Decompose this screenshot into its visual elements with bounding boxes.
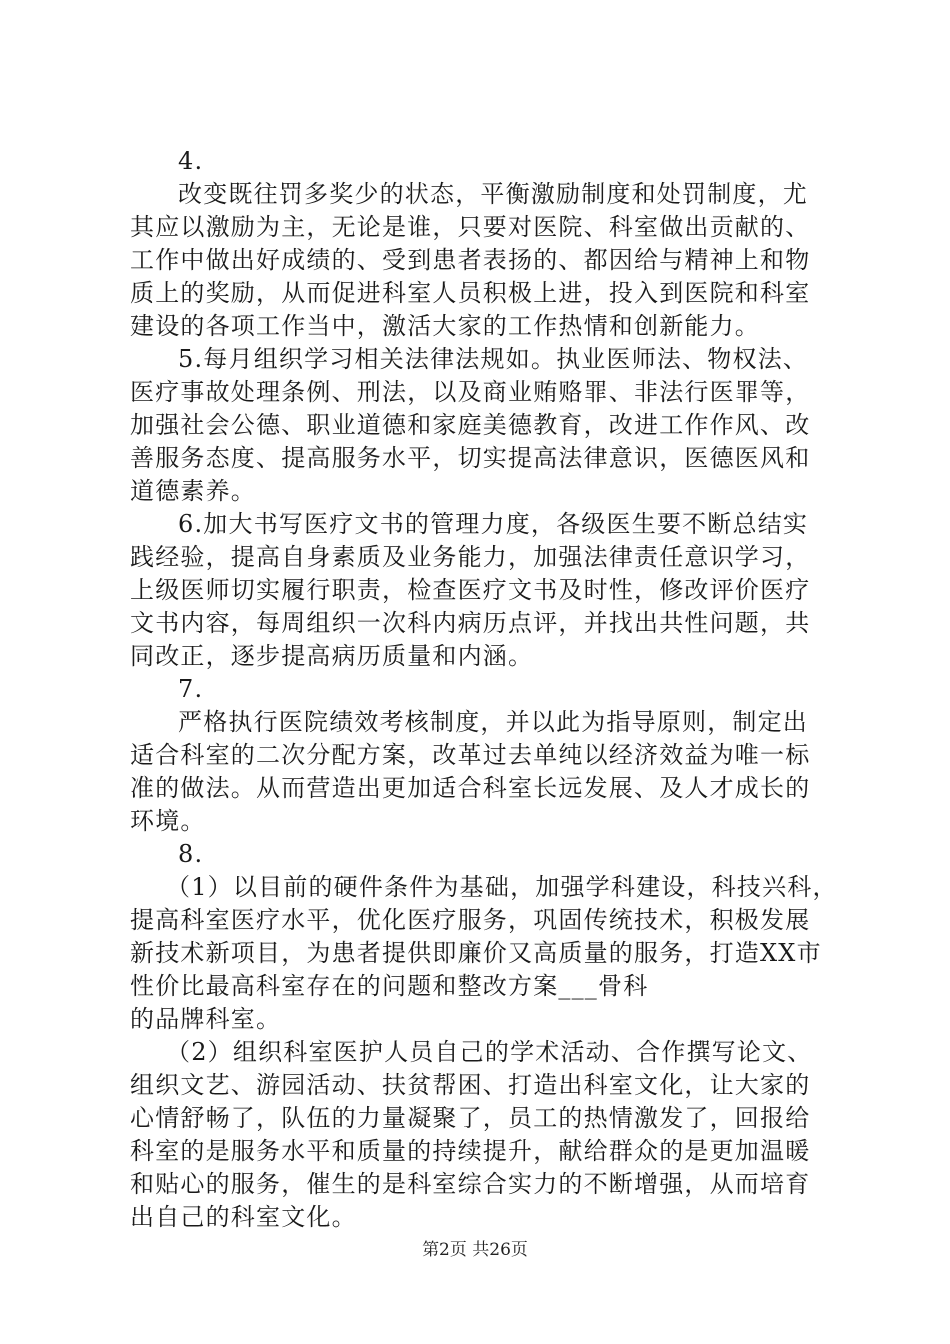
text-line: 和贴心的服务，催生的是科室综合实力的不断增强，从而培育 xyxy=(130,1170,811,1198)
text-line: 质上的奖励，从而促进科室人员积极上进，投入到医院和科室 xyxy=(130,279,811,307)
text-line: 4. xyxy=(178,147,204,175)
text-line: 道德素养。 xyxy=(130,477,256,505)
text-line: 加强社会公德、职业道德和家庭美德教育，改进工作作风、改 xyxy=(130,411,811,439)
text-line: 践经验，提高自身素质及业务能力，加强法律责任意识学习， xyxy=(130,543,811,571)
text-line: 适合科室的二次分配方案，改革过去单纯以经济效益为唯一标 xyxy=(130,741,811,769)
text-line: 工作中做出好成绩的、受到患者表扬的、都因给与精神上和物 xyxy=(130,246,811,274)
text-line: 的品牌科室。 xyxy=(130,1005,282,1033)
text-line: 心情舒畅了，队伍的力量凝聚了，员工的热情激发了，回报给 xyxy=(130,1104,811,1132)
page-number: 第2页 共26页 xyxy=(422,1240,528,1260)
text-line: （1）以目前的硬件条件为基础，加强学科建设，科技兴科， xyxy=(166,873,838,901)
text-line: 同改正，逐步提高病历质量和内涵。 xyxy=(130,642,534,670)
text-line: 出自己的科室文化。 xyxy=(130,1203,357,1231)
text-line: 上级医师切实履行职责，检查医疗文书及时性，修改评价医疗 xyxy=(130,576,811,604)
text-line: 6.加大书写医疗文书的管理力度，各级医生要不断总结实 xyxy=(178,510,809,538)
text-line: 文书内容，每周组织一次科内病历点评，并找出共性问题，共 xyxy=(130,609,811,637)
text-line: 7. xyxy=(178,675,204,703)
text-line: 准的做法。从而营造出更加适合科室长远发展、及人才成长的 xyxy=(130,774,811,802)
text-line: （2）组织科室医护人员自己的学术活动、合作撰写论文、 xyxy=(166,1038,813,1066)
text-line: 新技术新项目，为患者提供即廉价又高质量的服务，打造XX市 xyxy=(130,939,822,967)
text-line: 医疗事故处理条例、刑法，以及商业贿赂罪、非法行医罪等， xyxy=(130,378,811,406)
text-line: 严格执行医院绩效考核制度，并以此为指导原则，制定出 xyxy=(178,708,808,736)
text-line: 其应以激励为主，无论是谁，只要对医院、科室做出贡献的、 xyxy=(130,213,811,241)
text-line: 性价比最高科室存在的问题和整改方案___骨科 xyxy=(130,972,649,1000)
text-line: 提高科室医疗水平，优化医疗服务，巩固传统技术，积极发展 xyxy=(130,906,811,934)
text-line: 环境。 xyxy=(130,807,206,835)
text-line: 5.每月组织学习相关法律法规如。执业医师法、物权法、 xyxy=(178,345,809,373)
text-line: 8. xyxy=(178,840,204,868)
text-line: 改变既往罚多奖少的状态，平衡激励制度和处罚制度，尤 xyxy=(178,180,808,208)
text-line: 科室的是服务水平和质量的持续提升，献给群众的是更加温暖 xyxy=(130,1137,811,1165)
text-line: 建设的各项工作当中，激活大家的工作热情和创新能力。 xyxy=(130,312,760,340)
text-line: 善服务态度、提高服务水平，切实提高法律意识，医德医风和 xyxy=(130,444,811,472)
text-line: 组织文艺、游园活动、扶贫帮困、打造出科室文化，让大家的 xyxy=(130,1071,811,1099)
